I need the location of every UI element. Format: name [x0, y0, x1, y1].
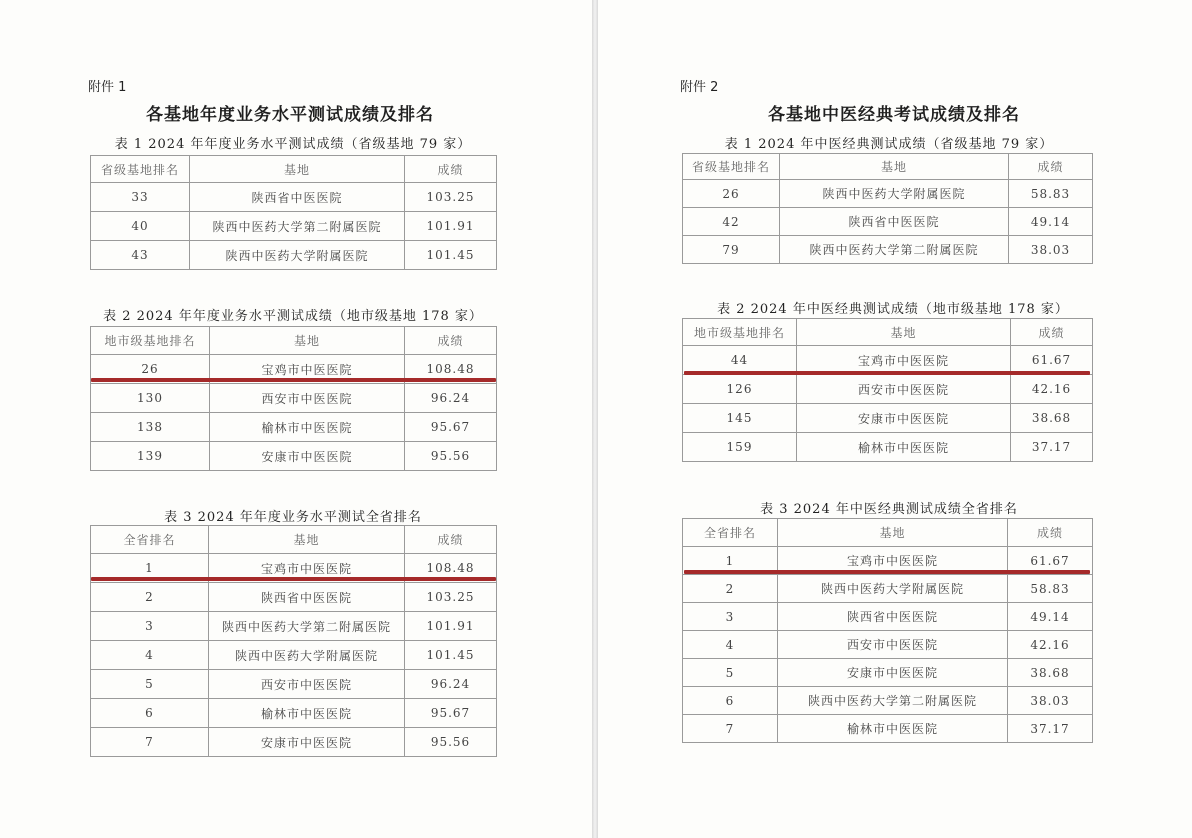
- rank-cell: 26: [91, 355, 210, 384]
- right-table-2: [682, 318, 1093, 462]
- left-table-1-caption: 表 1 2024 年年度业务水平测试成绩（省级基地 79 家）: [114, 137, 472, 152]
- base-cell: 西安市中医医院: [797, 375, 1011, 404]
- header-base: 基地: [209, 526, 405, 554]
- table-row: [683, 180, 1093, 208]
- table-row: [91, 583, 497, 612]
- base-cell: 陕西中医药大学附属医院: [190, 241, 405, 270]
- base-cell: 陕西省中医医院: [209, 583, 405, 612]
- table-row: [91, 670, 497, 699]
- header-base: 基地: [210, 327, 405, 355]
- rank-cell: 79: [683, 236, 780, 264]
- score-cell: 58.83: [1009, 180, 1093, 208]
- rank-cell: 130: [91, 384, 210, 413]
- rank-cell: 6: [683, 687, 778, 715]
- table-row: [91, 442, 497, 471]
- score-cell: 38.68: [1011, 404, 1093, 433]
- base-cell: 榆林市中医医院: [209, 699, 405, 728]
- table-row: [683, 659, 1093, 687]
- rank-cell: 6: [91, 699, 209, 728]
- base-cell: 陕西中医药大学附属医院: [778, 575, 1008, 603]
- score-cell: 95.56: [405, 728, 497, 757]
- score-cell: 38.03: [1009, 236, 1093, 264]
- header-base: 基地: [780, 154, 1009, 180]
- score-cell: 101.91: [405, 212, 497, 241]
- right-table-2-caption: 表 2 2024 年中医经典测试成绩（地市级基地 178 家）: [717, 302, 1069, 317]
- header-base: 基地: [778, 519, 1008, 547]
- rank-cell: 145: [683, 404, 797, 433]
- table-row: [91, 699, 497, 728]
- left-page-title: 各基地年度业务水平测试成绩及排名: [146, 105, 434, 125]
- rank-cell: 2: [683, 575, 778, 603]
- table-row: [683, 603, 1093, 631]
- right-table-1-caption: 表 1 2024 年中医经典测试成绩（省级基地 79 家）: [724, 137, 1054, 152]
- header-rank: 省级基地排名: [91, 156, 190, 183]
- header-rank: 省级基地排名: [683, 154, 780, 180]
- rank-cell: 4: [91, 641, 209, 670]
- left-page: [0, 0, 592, 838]
- base-cell: 安康市中医医院: [778, 659, 1008, 687]
- score-cell: 101.45: [405, 641, 497, 670]
- base-cell: 陕西中医药大学附属医院: [780, 180, 1009, 208]
- table-row: [91, 641, 497, 670]
- table-row: [91, 241, 497, 270]
- table-header-row: [683, 154, 1093, 180]
- base-cell: 陕西省中医医院: [190, 183, 405, 212]
- rank-cell: 4: [683, 631, 778, 659]
- right-table-1: [682, 153, 1093, 264]
- header-rank: 全省排名: [683, 519, 778, 547]
- right-table-3-caption: 表 3 2024 年中医经典测试成绩全省排名: [760, 502, 1018, 517]
- score-cell: 58.83: [1008, 575, 1093, 603]
- base-cell: 安康市中医医院: [797, 404, 1011, 433]
- right-page: [598, 0, 1192, 838]
- score-cell: 96.24: [405, 670, 497, 699]
- score-cell: 42.16: [1011, 375, 1093, 404]
- right-table-3: [682, 518, 1093, 743]
- rank-cell: 42: [683, 208, 780, 236]
- rank-cell: 159: [683, 433, 797, 462]
- score-cell: 38.68: [1008, 659, 1093, 687]
- table-header-row: [91, 327, 497, 355]
- table-header-row: [91, 156, 497, 183]
- score-cell: 49.14: [1008, 603, 1093, 631]
- rank-cell: 7: [91, 728, 209, 757]
- score-cell: 61.67: [1011, 346, 1093, 375]
- base-cell: 宝鸡市中医医院: [210, 355, 405, 384]
- left-table-3: [90, 525, 497, 757]
- score-cell: 42.16: [1008, 631, 1093, 659]
- base-cell: 西安市中医医院: [210, 384, 405, 413]
- attachment-label-2: 附件 2: [680, 80, 719, 95]
- base-cell: 陕西省中医医院: [778, 603, 1008, 631]
- base-cell: 西安市中医医院: [778, 631, 1008, 659]
- base-cell: 安康市中医医院: [209, 728, 405, 757]
- score-cell: 61.67: [1008, 547, 1093, 575]
- table-row: [683, 375, 1093, 404]
- header-score: 成绩: [1008, 519, 1093, 547]
- score-cell: 49.14: [1009, 208, 1093, 236]
- header-rank: 地市级基地排名: [683, 319, 797, 346]
- base-cell: 榆林市中医医院: [797, 433, 1011, 462]
- table-row: [91, 728, 497, 757]
- score-cell: 108.48: [405, 554, 497, 583]
- header-base: 基地: [797, 319, 1011, 346]
- score-cell: 96.24: [405, 384, 497, 413]
- table-row: [683, 575, 1093, 603]
- rank-cell: 1: [91, 554, 209, 583]
- header-score: 成绩: [405, 327, 497, 355]
- rank-cell: 1: [683, 547, 778, 575]
- table-row: [91, 212, 497, 241]
- table-row: [683, 631, 1093, 659]
- table-row: [683, 208, 1093, 236]
- base-cell: 陕西中医药大学附属医院: [209, 641, 405, 670]
- rank-cell: 5: [683, 659, 778, 687]
- base-cell: 宝鸡市中医医院: [209, 554, 405, 583]
- base-cell: 西安市中医医院: [209, 670, 405, 699]
- table-row: [91, 413, 497, 442]
- base-cell: 宝鸡市中医医院: [797, 346, 1011, 375]
- base-cell: 榆林市中医医院: [778, 715, 1008, 743]
- table-header-row: [683, 519, 1093, 547]
- header-rank: 地市级基地排名: [91, 327, 210, 355]
- table-header-row: [91, 526, 497, 554]
- table-row: [91, 183, 497, 212]
- score-cell: 108.48: [405, 355, 497, 384]
- rank-cell: 138: [91, 413, 210, 442]
- base-cell: 陕西中医药大学第二附属医院: [780, 236, 1009, 264]
- highlight-underline: [91, 577, 496, 581]
- base-cell: 陕西中医药大学第二附属医院: [190, 212, 405, 241]
- base-cell: 陕西中医药大学第二附属医院: [778, 687, 1008, 715]
- table-row: [683, 404, 1093, 433]
- table-row: [683, 715, 1093, 743]
- rank-cell: 40: [91, 212, 190, 241]
- rank-cell: 33: [91, 183, 190, 212]
- rank-cell: 26: [683, 180, 780, 208]
- rank-cell: 139: [91, 442, 210, 471]
- highlight-underline: [91, 378, 496, 382]
- header-base: 基地: [190, 156, 405, 183]
- score-cell: 103.25: [405, 583, 497, 612]
- table-header-row: [683, 319, 1093, 346]
- rank-cell: 126: [683, 375, 797, 404]
- header-score: 成绩: [405, 526, 497, 554]
- left-table-3-caption: 表 3 2024 年年度业务水平测试全省排名: [164, 510, 422, 525]
- score-cell: 37.17: [1011, 433, 1093, 462]
- header-score: 成绩: [1009, 154, 1093, 180]
- highlight-underline: [684, 570, 1090, 574]
- score-cell: 101.45: [405, 241, 497, 270]
- table-row: [683, 687, 1093, 715]
- header-score: 成绩: [1011, 319, 1093, 346]
- rank-cell: 44: [683, 346, 797, 375]
- base-cell: 安康市中医医院: [210, 442, 405, 471]
- rank-cell: 5: [91, 670, 209, 699]
- base-cell: 榆林市中医医院: [210, 413, 405, 442]
- rank-cell: 3: [91, 612, 209, 641]
- left-table-2-caption: 表 2 2024 年年度业务水平测试成绩（地市级基地 178 家）: [103, 309, 483, 324]
- table-row: [91, 612, 497, 641]
- right-page-title: 各基地中医经典考试成绩及排名: [768, 105, 1020, 125]
- base-cell: 陕西中医药大学第二附属医院: [209, 612, 405, 641]
- table-row: [683, 236, 1093, 264]
- left-table-1: [90, 155, 497, 270]
- score-cell: 101.91: [405, 612, 497, 641]
- table-row: [91, 384, 497, 413]
- base-cell: 陕西省中医医院: [780, 208, 1009, 236]
- highlight-underline: [684, 371, 1090, 375]
- left-table-2: [90, 326, 497, 471]
- attachment-label-1: 附件 1: [88, 80, 127, 95]
- rank-cell: 3: [683, 603, 778, 631]
- base-cell: 宝鸡市中医医院: [778, 547, 1008, 575]
- score-cell: 95.67: [405, 699, 497, 728]
- header-score: 成绩: [405, 156, 497, 183]
- score-cell: 95.67: [405, 413, 497, 442]
- score-cell: 95.56: [405, 442, 497, 471]
- table-row: [683, 433, 1093, 462]
- rank-cell: 43: [91, 241, 190, 270]
- score-cell: 103.25: [405, 183, 497, 212]
- header-rank: 全省排名: [91, 526, 209, 554]
- score-cell: 37.17: [1008, 715, 1093, 743]
- rank-cell: 2: [91, 583, 209, 612]
- score-cell: 38.03: [1008, 687, 1093, 715]
- rank-cell: 7: [683, 715, 778, 743]
